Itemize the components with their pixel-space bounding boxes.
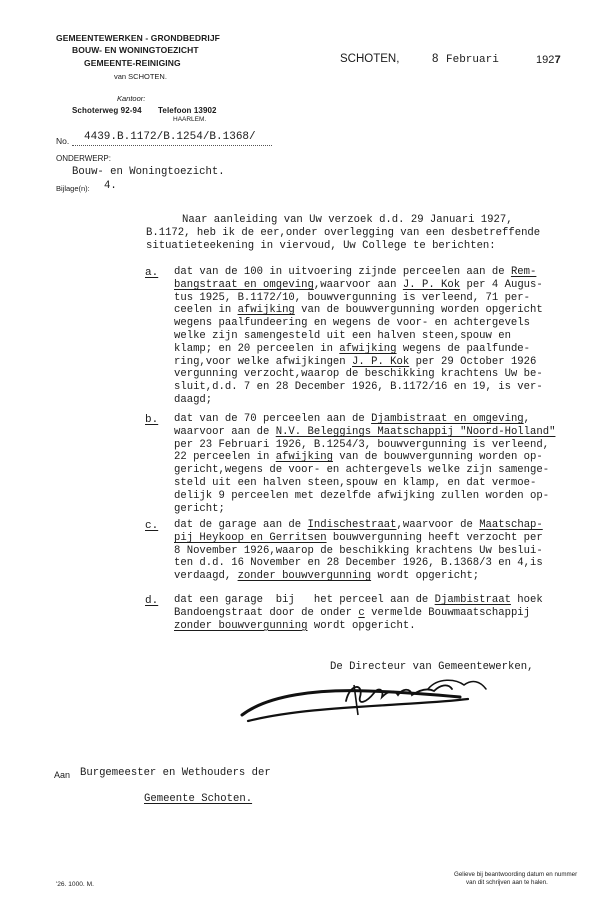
text-run: waarvoor aan de [174,425,276,438]
item-b-text [174,413,555,515]
letterhead-line-2: BOUW- EN WONINGTOEZICHT [72,45,199,55]
text-run: ring,voor welke afwijkingen [174,355,353,368]
item-line [174,557,543,570]
item-line [174,292,543,305]
item-c-text [174,519,543,583]
item-line [174,532,543,545]
footer-note-line-1: Gelieve bij beantwoording datum en nummer [454,871,578,878]
text-run: klamp; en 20 perceelen in [174,342,340,355]
underlined-phrase: afwijking [275,451,333,464]
text-run: welke zijn samengesteld uit een halven steen,spouw en [174,329,511,342]
item-line [174,279,543,292]
year-prefix: 192 [536,54,555,66]
closing-title: De Directeur van Gemeentewerken, [330,661,534,673]
text-run: ceelen in [174,304,238,317]
item-line [174,356,543,369]
text-run: dat van de 70 perceelen aan de [174,413,372,425]
item-c-label: c. [145,520,159,532]
text-run: gericht; [174,502,225,515]
text-run: wordt opgericht; [371,570,480,583]
item-line [174,368,543,381]
text-run: ,waarvoor de [396,519,480,531]
item-line [174,545,543,558]
text-run: wegens de paalfunde- [396,342,531,355]
item-line [174,413,555,426]
item-line [174,266,543,279]
text-run: van de bouwvergunning worden op- [332,451,543,464]
underlined-phrase: pij Heykoop en Gerritsen [174,531,327,544]
text-run: per 23 Februari 1926, B.1254/3, bouwvergunning is verleend, [174,438,550,451]
text-run: per 29 October 1926 [409,355,537,368]
item-a-text [174,266,543,407]
item-line [174,594,543,607]
letterhead-line-3: GEMEENTE-REINIGING [84,58,181,68]
year-suffix: 7 [554,55,561,67]
item-d-text [174,594,543,632]
intro-line-3: situatieteekening in viervoud, Uw College te berichten: [146,240,496,252]
text-run: vergunning verzocht,waarop de beschikking krachtens Uw be- [174,368,543,381]
item-line [174,503,555,516]
underlined-phrase: Maatschap- [479,519,543,531]
text-run: Bandoengstraat door de onder [174,606,359,619]
subject-label: ONDERWERP: [56,154,111,163]
item-line [174,317,543,330]
text-run: van de bouwvergunning worden opgericht [294,304,543,317]
text-run: daagd; [174,393,213,406]
enclosures-count: 4. [104,180,117,192]
text-run: delijk 9 perceelen met dezelfde afwijking zullen worden op- [174,489,550,502]
date-day: 8 [432,53,439,65]
letterhead-line-4: van SCHOTEN. [114,72,167,81]
date-year [536,54,561,67]
item-line [174,394,543,407]
form-code: '26. 1000. M. [56,881,94,888]
underlined-phrase: N.V. Beleggings Maatschappij "Noord-Holland" [275,425,556,438]
item-line [174,439,555,452]
text-run: steld uit een halven steen,spouw en klamp, en dat vermoe- [174,476,537,489]
item-line [174,426,555,439]
text-run: verdaagd, [174,570,238,583]
text-run: sluit,d.d. 7 en 28 December 1926, B.1172/16 en 19, is ver- [174,381,543,394]
office-street: Schoterweg 92-94 [72,106,142,115]
office-label: Kantoor: [117,94,146,103]
item-a-label: a. [145,267,159,279]
subject-text: Bouw- en Woningtoezicht. [72,166,225,178]
item-line [174,304,543,317]
text-run: vermelde Bouwmaatschappij [364,606,531,619]
underlined-phrase: Indischestraat [307,519,397,531]
text-run: , [523,413,531,425]
footer-note-line-2: van dit schrijven aan te halen. [466,879,548,886]
underlined-phrase: Djambistraat [434,594,511,606]
item-line [174,570,543,583]
date-month: Februari [446,54,499,66]
text-run: dat een garage bij het perceel aan de [174,594,435,606]
item-line [174,620,543,633]
text-run: ten d.d. 16 November en 28 December 1926, B.1368/3 en 4,is [174,557,543,570]
text-run: bouwvergunning heeft verzocht per [326,531,543,544]
intro-line-2: B.1172, heb ik de eer,onder overlegging van een desbetreffende [146,227,541,239]
office-phone: Telefoon 13902 [158,106,217,115]
item-d-label: d. [145,595,159,607]
intro-line-1: Naar aanleiding van Uw verzoek d.d. 29 Januari 1927, [182,214,513,226]
item-b-label: b. [145,414,159,426]
item-line [174,343,543,356]
item-line [174,477,555,490]
text-run: gericht,wegens de voor- en achtergevels welke zijn samenge- [174,464,550,477]
underlined-phrase: Djambistraat en omgeving [371,413,524,425]
item-line [174,519,543,532]
text-run: 8 November 1926,waarop de beschikking krachtens Uw beslui- [174,544,543,557]
addressee-line-2: Gemeente Schoten. [144,793,253,805]
addressee-line-1: Burgemeester en Wethouders der [80,767,271,779]
enclosures-label: Bijlage(n): [56,184,90,193]
text-run: dat van de 100 in uitvoering zijnde perceelen aan de [174,266,511,278]
underlined-phrase: J. P. Kok [352,355,410,368]
text-run: per 4 Augus- [460,278,543,291]
item-line [174,451,555,464]
office-city: HAARLEM. [173,116,207,123]
underlined-phrase: J. P. Kok [402,278,461,291]
item-line [174,330,543,343]
underlined-phrase: zonder bouwvergunning [174,619,308,632]
underlined-phrase: afwijking [237,304,295,317]
text-run: wordt opgericht. [307,619,416,632]
underlined-phrase: bangstraat en omgeving [174,278,314,291]
item-line [174,490,555,503]
underlined-phrase: c [358,606,365,619]
underlined-phrase: Rem- [510,266,537,278]
text-run: hoek [510,594,543,606]
underlined-phrase: zonder bouwvergunning [237,570,372,583]
item-line [174,607,543,620]
addressee-prefix: Aan [54,770,71,780]
item-line [174,381,543,394]
text-run: 22 perceelen in [174,451,276,464]
reference-number: 4439.B.1172/B.1254/B.1368/ [84,131,256,143]
text-run: ,waarvoor aan [313,278,403,291]
text-run: dat de garage aan de [174,519,308,531]
text-run: wegens paalfundeering en wegens de voor- en achtergevels [174,317,531,330]
letterhead-line-1: GEMEENTEWERKEN - GRONDBEDRIJF [56,33,220,43]
number-label: No. [56,136,70,146]
number-dotted-line [72,145,272,146]
item-line [174,464,555,477]
director-signature [228,675,528,735]
underlined-phrase: afwijking [339,342,397,355]
text-run: tus 1925, B.1172/10, bouwvergunning is verleend, 71 per- [174,291,531,304]
date-place: SCHOTEN, [340,53,400,65]
